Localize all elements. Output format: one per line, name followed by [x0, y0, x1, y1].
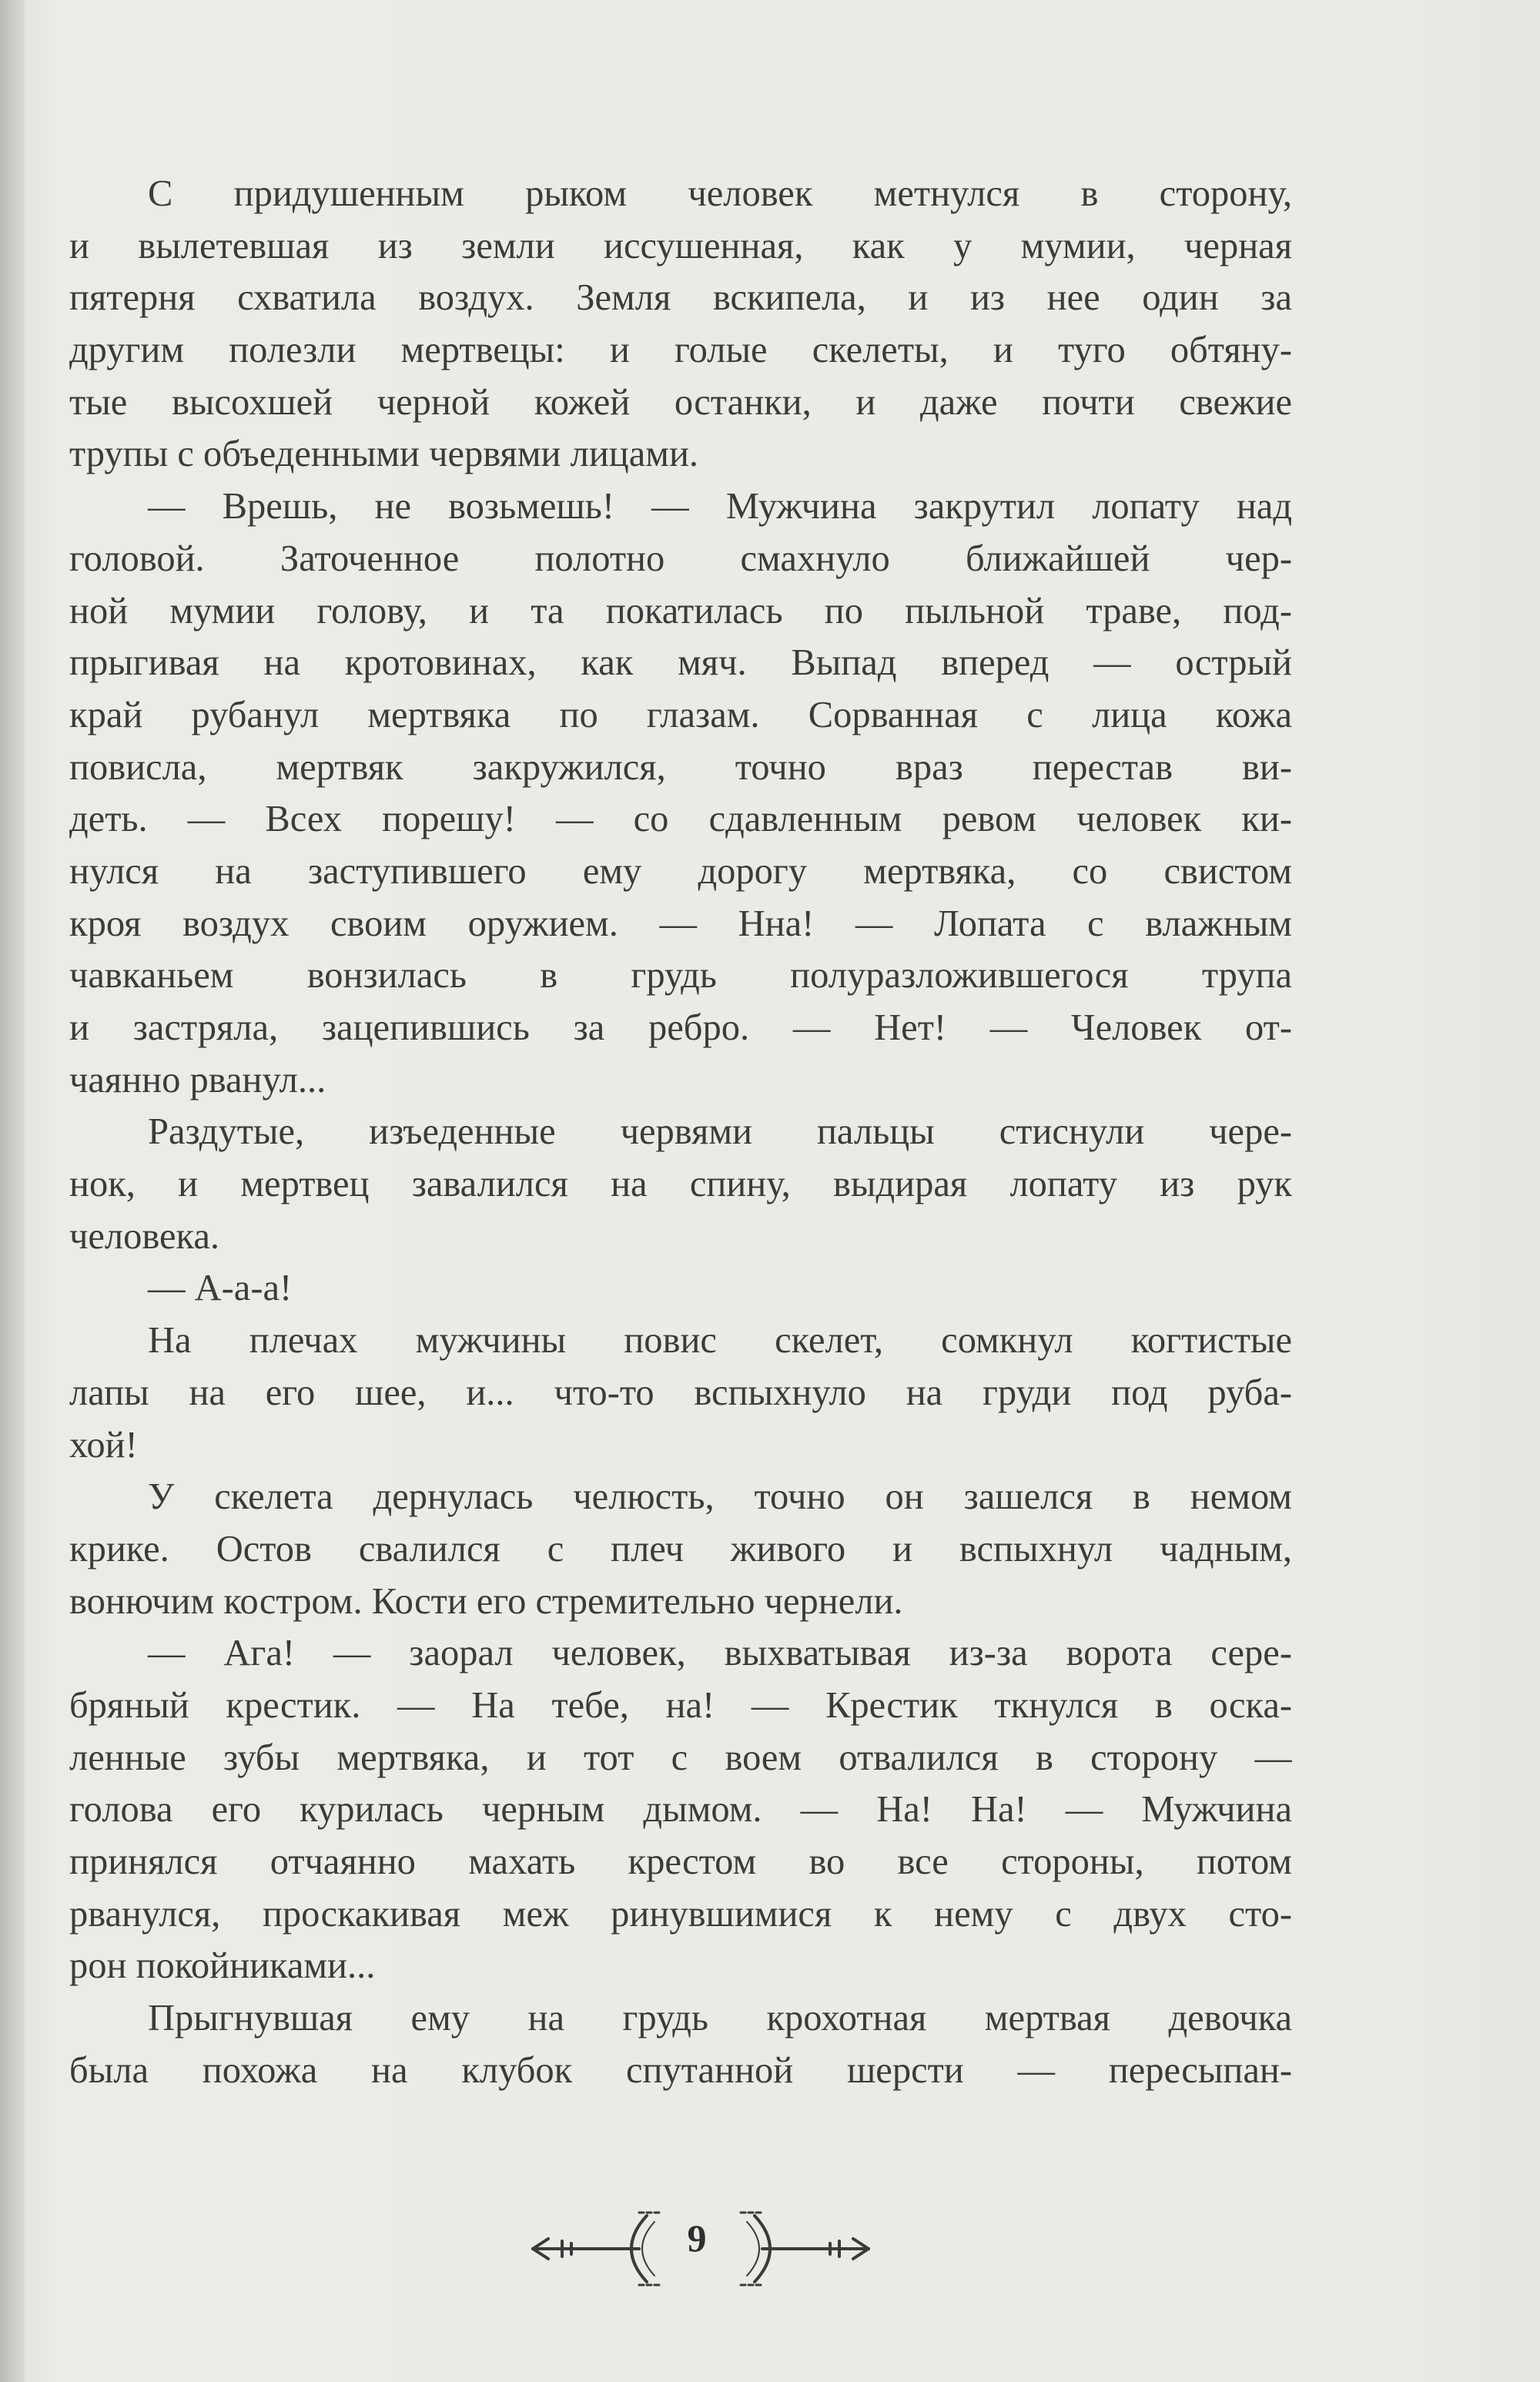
text-line: хой! — [69, 1424, 138, 1466]
text-line: рон покойниками... — [69, 1945, 376, 1987]
text-line: прыгивая на кротовинах, как мяч. Выпад вперед — острый — [69, 642, 1292, 684]
text-line: и застряла, зацепившись за ребро. — Нет! — Человек от- — [69, 1007, 1292, 1048]
page-number: 9 — [687, 2216, 707, 2260]
text-line: голова его курилась черным дымом. — На! На! — Мужчина — [69, 1789, 1292, 1831]
text-line: головой. Заточенное полотно смахнуло ближайшей чер- — [69, 538, 1292, 579]
text-line: человека. — [69, 1215, 219, 1257]
text-line: — Ага! — заорал человек, выхватывая из-за ворота сере- — [148, 1633, 1292, 1674]
text-line: чаянно рванул... — [69, 1059, 326, 1101]
text-line: другим полезли мертвецы: и голые скелеты, и туго обтяну- — [69, 330, 1292, 371]
text-line: тые высохшей черной кожей останки, и даже почти свежие — [69, 381, 1292, 423]
text-line: принялся отчаянно махать крестом во все стороны, потом — [69, 1841, 1292, 1882]
text-line: ной мумии голову, и та покатилась по пыльной траве, под- — [69, 590, 1292, 632]
spine-shadow — [0, 0, 25, 2382]
text-line: лапы на его шее, и... что-то вспыхнуло на груди под руба- — [69, 1372, 1292, 1413]
body-text — [69, 168, 1292, 2096]
text-line: вонючим костром. Кости его стремительно чернели. — [69, 1580, 903, 1622]
text-line: С придушенным рыком человек метнулся в сторону, — [148, 173, 1292, 214]
text-line: кроя воздух своим оружием. — Нна! — Лопата с влажным — [69, 903, 1292, 944]
text-line: — Врешь, не возьмешь! — Мужчина закрутил лопату над — [148, 486, 1292, 528]
text-line: и вылетевшая из земли иссушенная, как у мумии, черная — [69, 225, 1292, 266]
text-line: была похожа на клубок спутанной шерсти — пересыпан- — [69, 2049, 1292, 2091]
text-line: деть. — Всех порешу! — со сдавленным ревом человек ки- — [69, 799, 1292, 840]
text-line: край рубанул мертвяка по глазам. Сорванная с лица кожа — [69, 694, 1292, 735]
text-line: крике. Остов свалился с плеч живого и вспыхнул чадным, — [69, 1528, 1292, 1570]
text-line: бряный крестик. — На тебе, на! — Крестик ткнулся в оска- — [69, 1684, 1292, 1726]
page-footer — [0, 2199, 1540, 2299]
text-line: нок, и мертвец завалился на спину, выдирая лопату из рук — [69, 1164, 1292, 1205]
text-line: На плечах мужчины повис скелет, сомкнул когтистые — [148, 1320, 1292, 1362]
text-line: трупы с объеденными червями лицами. — [69, 434, 699, 475]
text-line: чавканьем вонзилась в грудь полуразложившегося трупа — [69, 955, 1292, 997]
text-line: нулся на заступившего ему дорогу мертвяка, со свистом — [69, 850, 1292, 892]
text-line: ленные зубы мертвяка, и тот с воем отвалился в сторону — — [69, 1737, 1292, 1778]
text-line: Раздутые, изъеденные червями пальцы стиснули чере- — [148, 1111, 1292, 1153]
text-line: — А-а-а! — [148, 1268, 293, 1309]
text-line: рванулся, проскакивая меж ринувшимися к нему с двух сто- — [69, 1893, 1292, 1935]
text-line: Прыгнувшая ему на грудь крохотная мертвая девочка — [148, 1998, 1292, 2039]
text-line: У скелета дернулась челюсть, точно он зашелся в немом — [148, 1476, 1292, 1518]
text-line: пятерня схватила воздух. Земля вскипела, и из нее один за — [69, 277, 1292, 319]
text-line: повисла, мертвяк закружился, точно враз перестав ви- — [69, 746, 1292, 788]
